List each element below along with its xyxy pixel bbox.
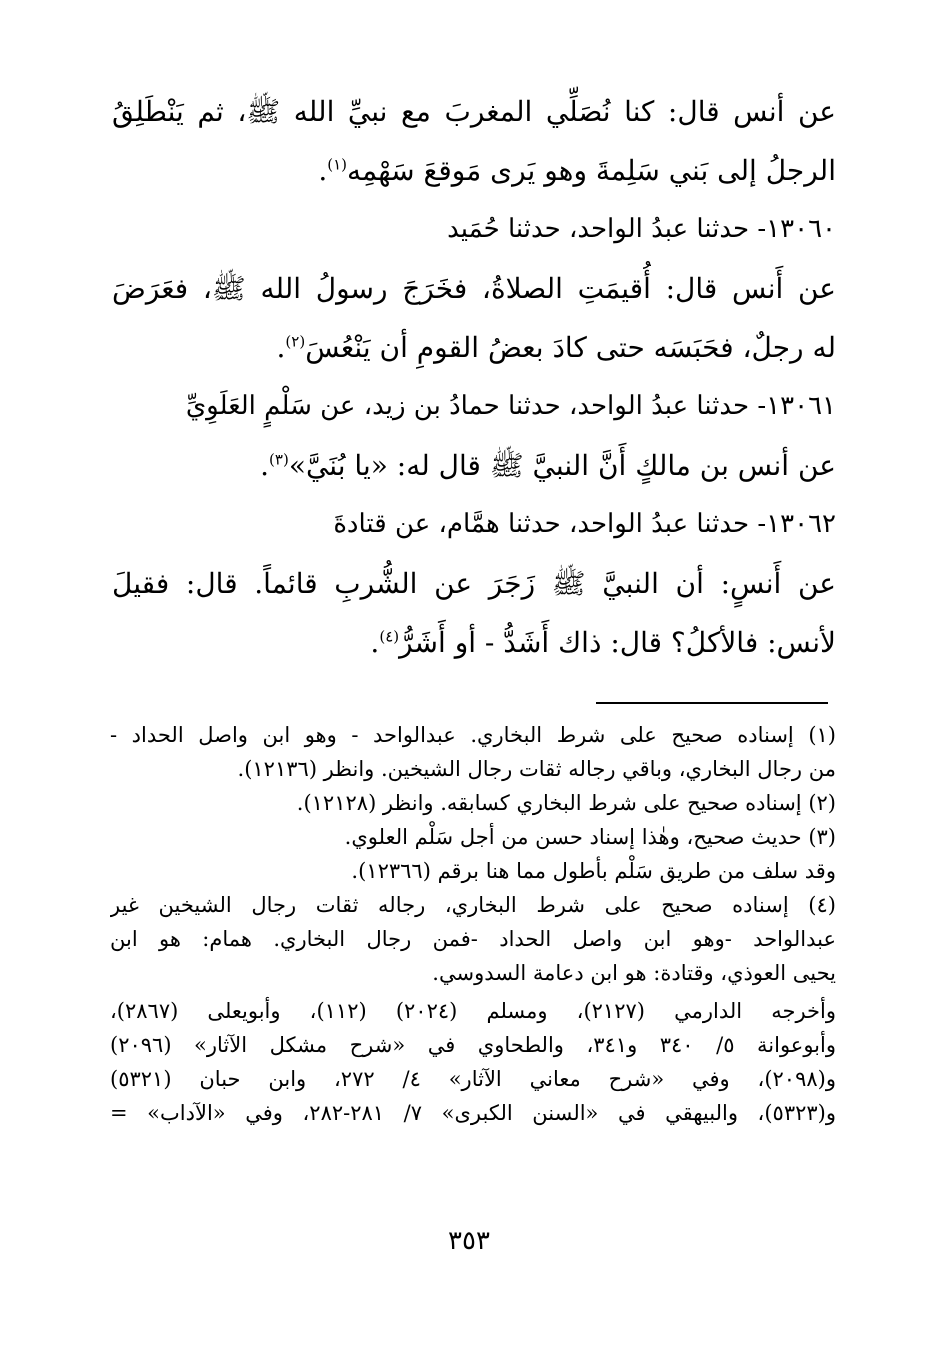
hadith-heading-13062: ١٣٠٦٢- حدثنا عبدُ الواحد، حدثنا همَّام، عن قتادةَ xyxy=(333,509,836,539)
footnote-marker-2: (٢) xyxy=(285,332,306,351)
hadith-text-2 xyxy=(112,259,836,377)
hadith-3-line-1-text: عن أنس بن مالكٍ أَنَّ النبيَّ ﷺ قال له: «يا بُنَيَّ» xyxy=(288,449,836,482)
footnote-marker-4: (٤) xyxy=(379,627,400,646)
takhrij-line-1: وأخرجه الدارمي (٢١٢٧)، ومسلم (٢٠٢٤) (١١٢)، وأبويعلى (٢٨٦٧)، xyxy=(110,999,836,1023)
page-number: ٣٥٣ xyxy=(448,1226,490,1256)
hadith-heading-13061: ١٣٠٦١- حدثنا عبدُ الواحد، حدثنا حمادُ بن زيد، عن سَلْمٍ العَلَوِيِّ xyxy=(185,391,836,421)
hadith-1-line-2 xyxy=(112,141,836,200)
footnote-2-line-1: (٢) إسناده صحيح على شرط البخاري كسابقه. وانظر (١٢١٢٨). xyxy=(296,791,836,815)
hadith-4-line-2-text: لأنس: فالأكلُ؟ قال: ذاك أَشَدُّ - أو أَشَرُّ xyxy=(399,626,836,659)
footnote-divider xyxy=(596,702,828,704)
footnote-marker-3: (٣) xyxy=(269,450,289,469)
hadith-text-4 xyxy=(112,554,836,672)
footnote-4-line-3: يحيى العوذي، وقتادة: هو ابن دعامة السدوسي. xyxy=(432,961,836,985)
hadith-1-line-1: عن أنس قال: كنا نُصَلِّي المغربَ مع نبيِّ الله ﷺ، ثم يَنْطَلِقُ xyxy=(112,95,836,128)
takhrij-line-3: و(٢٠٩٨)، وفي «شرح معاني الآثار» ٤/ ٢٧٢، وابن حبان (٥٣٢١) xyxy=(110,1067,836,1091)
hadith-3-line-1-end: . xyxy=(260,449,270,482)
footnote-1-line-1: (١) إسناده صحيح على شرط البخاري. عبدالواحد - وهو ابن واصل الحداد - xyxy=(110,723,836,747)
takhrij-line-4: و(٥٣٢٣)، والبيهقي في «السنن الكبرى» ٧/ ٢٨١-٢٨٢، وفي «الآداب» = xyxy=(110,1101,836,1125)
footnote-3-line-2: وقد سلف من طريق سَلْم بأطول مما هنا برقم (١٢٣٦٦). xyxy=(351,859,836,883)
hadith-3-line-1 xyxy=(112,436,836,495)
hadith-heading-13060: ١٣٠٦٠- حدثنا عبدُ الواحد، حدثنا حُمَيد xyxy=(447,214,836,244)
main-text-block xyxy=(112,82,836,672)
takhrij-line-2: وأبوعوانة ٥/ ٣٤٠ و٣٤١، والطحاوي في «شرح مشكل الآثار» (٢٠٩٦) xyxy=(110,1033,836,1057)
footnotes-block xyxy=(110,718,836,1130)
hadith-4-line-2 xyxy=(112,613,836,672)
footnote-4-line-1: (٤) إسناده صحيح على شرط البخاري، رجاله ثقات رجال الشيخين غير xyxy=(110,893,836,917)
hadith-4-line-2-end: . xyxy=(370,626,380,659)
hadith-2-line-2-end: . xyxy=(276,331,286,364)
hadith-4-line-1: عن أَنسٍ: أن النبيَّ ﷺ زَجَرَ عن الشُّربِ قائماً. قال: فقيلَ xyxy=(112,567,836,600)
footnote-marker-1: (١) xyxy=(327,155,348,174)
hadith-1-line-2-end: . xyxy=(318,154,328,187)
footnote-3-line-1: (٣) حديث صحيح، وهٰذا إسناد حسن من أجل سَلْم العلوي. xyxy=(344,825,836,849)
hadith-2-line-2 xyxy=(112,318,836,377)
footnote-1-line-2: من رجال البخاري، وباقي رجاله ثقات رجال الشيخين. وانظر (١٢١٣٦). xyxy=(237,757,836,781)
hadith-text-3 xyxy=(112,436,836,495)
hadith-2-line-1: عن أَنس قال: أُقيمَتِ الصلاةُ، فخَرَجَ رسولُ الله ﷺ، فعَرَضَ xyxy=(112,272,836,305)
hadith-2-line-2-text: له رجلٌ، فحَبَسَه حتى كادَ بعضُ القومِ أن يَنْعُسَ xyxy=(305,331,836,364)
hadith-1-line-2-text: الرجلُ إلى بَني سَلِمةَ وهو يَرى مَوقعَ سَهْمِه xyxy=(347,154,836,187)
footnote-4-line-2: عبدالواحد -وهو ابن واصل الحداد -فمن رجال البخاري. همام: هو ابن xyxy=(110,927,836,951)
hadith-text-1 xyxy=(112,82,836,200)
